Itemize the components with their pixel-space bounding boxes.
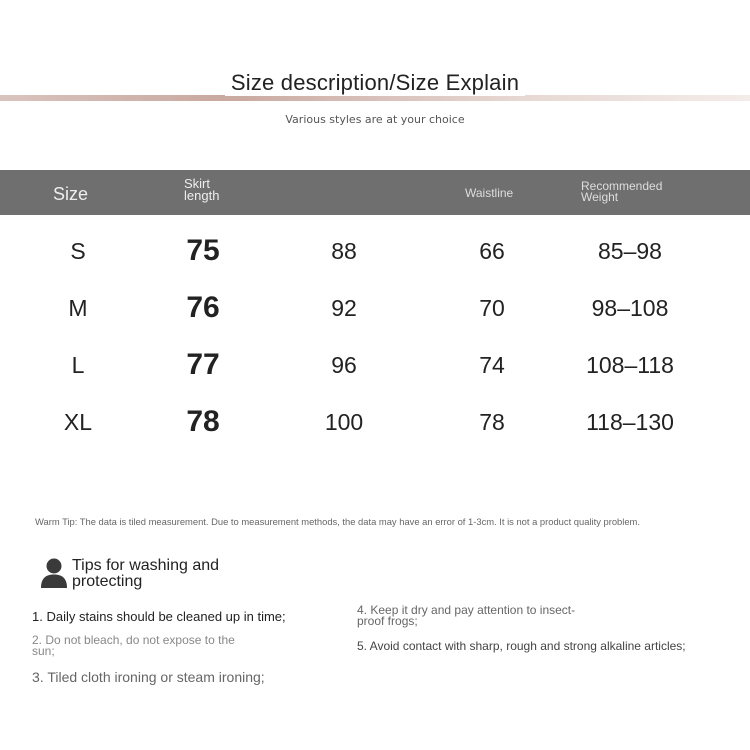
cell-skirt-length: 77 bbox=[186, 348, 220, 381]
table-row bbox=[0, 234, 750, 278]
page-subtitle: Various styles are at your choice bbox=[285, 113, 465, 126]
cell-measure: 88 bbox=[331, 238, 357, 264]
cell-size: L bbox=[71, 352, 85, 378]
cell-skirt-length: 78 bbox=[186, 405, 220, 438]
cell-size: S bbox=[70, 238, 86, 264]
table-row bbox=[0, 348, 750, 392]
tip-item: 3. Tiled cloth ironing or steam ironing; bbox=[32, 669, 265, 685]
header-waistline: Waistline bbox=[465, 186, 514, 200]
header-size: Size bbox=[53, 184, 89, 204]
header-skirt-length: Skirt length bbox=[184, 176, 220, 203]
tip-item: 1. Daily stains should be cleaned up in time; bbox=[32, 609, 286, 624]
cell-skirt-length: 75 bbox=[186, 234, 220, 267]
cell-waistline: 66 bbox=[479, 238, 505, 264]
table-row bbox=[0, 405, 750, 449]
tips-title: Tips for washing and protecting bbox=[72, 557, 220, 590]
cell-size: XL bbox=[63, 409, 93, 435]
cell-waistline: 70 bbox=[479, 295, 505, 321]
cell-size: M bbox=[68, 295, 88, 321]
cell-weight: 98–108 bbox=[591, 295, 669, 321]
tip-item: 5. Avoid contact with sharp, rough and strong alkaline articles; bbox=[357, 639, 686, 653]
title-area bbox=[0, 70, 750, 96]
cell-weight: 85–98 bbox=[598, 238, 662, 264]
tip-item: 2. Do not bleach, do not expose to the sun; bbox=[32, 633, 235, 658]
table-row bbox=[0, 291, 750, 335]
header-recommended-weight: Recommended Weight bbox=[581, 179, 663, 204]
cell-measure: 100 bbox=[324, 409, 364, 435]
cell-measure: 96 bbox=[331, 352, 357, 378]
cell-weight: 118–130 bbox=[586, 409, 674, 435]
cell-waistline: 74 bbox=[479, 352, 505, 378]
person-icon bbox=[40, 557, 68, 589]
cell-weight: 108–118 bbox=[586, 352, 674, 378]
page-title: Size description/Size Explain bbox=[225, 70, 525, 96]
tip-item: 4. Keep it dry and pay attention to insect-proof frogs; bbox=[357, 603, 576, 628]
cell-skirt-length: 76 bbox=[186, 291, 220, 324]
cell-waistline: 78 bbox=[479, 409, 505, 435]
table-header bbox=[0, 170, 750, 215]
warm-tip: Warm Tip: The data is tiled measurement. Due to measurement methods, the data may have an error of 1-3cm. It is not a product quality problem. bbox=[35, 516, 640, 527]
cell-measure: 92 bbox=[331, 295, 357, 321]
